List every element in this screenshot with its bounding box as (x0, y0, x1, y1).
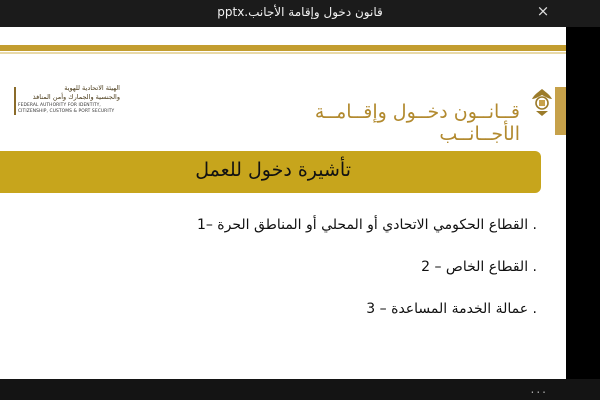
slide-title: قــانــون دخــول وإقــامــة الأجــانــب (314, 101, 520, 145)
slide-top-rule-secondary (0, 52, 566, 54)
list-item: . عمالة الخدمة المساعدة – 3 (366, 301, 537, 317)
list-item: . القطاع الحكومي الاتحادي أو المحلي أو المناطق الحرة –1 (196, 217, 537, 233)
window-title: قانون دخول وإقامة الأجانب.pptx (217, 5, 383, 19)
slide-list (177, 217, 537, 343)
slide-right-accent (555, 87, 566, 135)
authority-logo (4, 81, 120, 121)
presentation-controls-bar (0, 379, 600, 400)
uae-emblem-icon (530, 87, 554, 117)
logo-arabic-line-1: الهيئة الاتحادية للهوية (64, 84, 120, 92)
logo-mark-icon (4, 87, 16, 115)
presentation-slide (0, 27, 566, 379)
logo-english-text: FEDERAL AUTHORITY FOR IDENTITY, CITIZENSHIP, CUSTOMS & PORT SECURITY (18, 103, 115, 114)
banner-text: تأشيرة دخول للعمل (195, 159, 351, 181)
close-icon[interactable]: × (536, 2, 550, 20)
logo-arabic-line-2: والجنسية والجمارك وأمن المنافذ (32, 93, 120, 101)
list-item: . القطاع الخاص – 2 (421, 259, 537, 275)
more-options-icon[interactable]: ... (530, 382, 548, 396)
slide-top-rule (0, 45, 566, 51)
section-banner (0, 151, 541, 193)
window-title-bar (0, 0, 600, 27)
